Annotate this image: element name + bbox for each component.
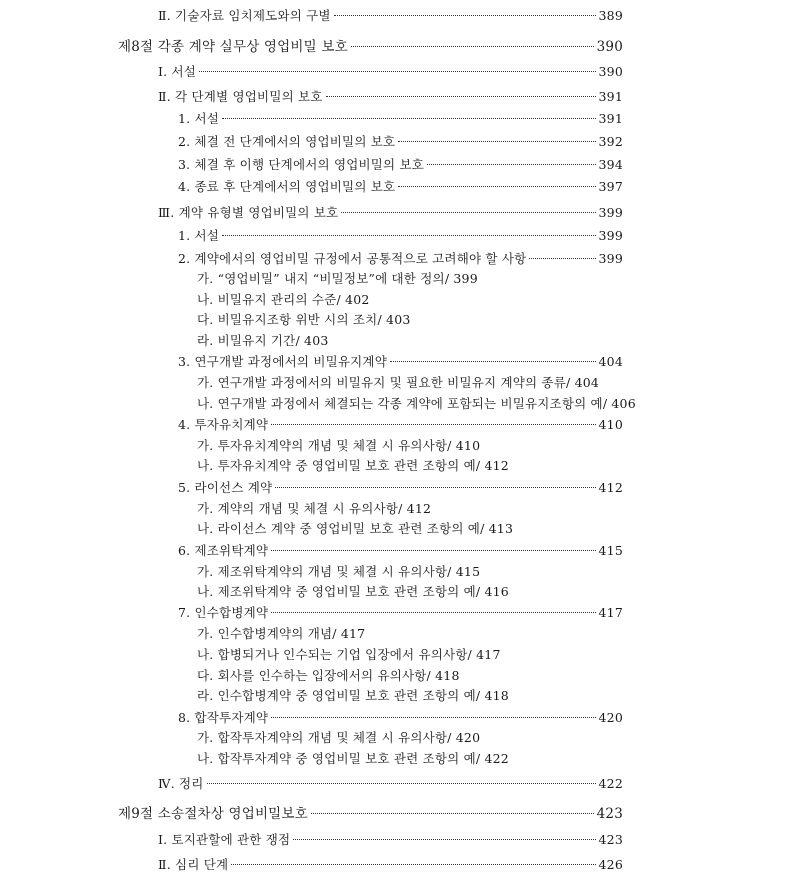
toc-entry-page: / 417 — [332, 626, 365, 642]
toc-entry-title: 다. 비밀유지조항 위반 시의 조치 — [197, 312, 378, 327]
toc-entry-title: 나. 투자유치계약 중 영업비밀 보호 관련 조항의 예 — [197, 458, 476, 473]
dot-leader — [398, 186, 595, 187]
toc-entry[interactable] — [178, 417, 623, 433]
toc-entry-title: 8. 합작투자계약 — [178, 710, 269, 725]
toc-entry-title: 나. 연구개발 과정에서 체결되는 각종 계약에 포함되는 비밀유지조항의 예 — [197, 396, 603, 411]
toc-entry-page: 410 — [598, 417, 623, 432]
toc-entry[interactable] — [178, 228, 623, 244]
toc-entry[interactable] — [178, 157, 623, 173]
toc-entry-title: 가. 계약의 개념 및 체결 시 유의사항 — [197, 501, 399, 516]
dot-leader — [390, 361, 596, 362]
toc-entry-title: Ⅱ. 심리 단계 — [158, 857, 229, 872]
toc-entry-page: / 412 — [398, 501, 431, 517]
toc-entry-title: 1. 서설 — [178, 111, 220, 126]
toc-sub-entry[interactable] — [197, 647, 501, 663]
toc-sub-entry[interactable] — [197, 688, 509, 704]
toc-sub-entry[interactable] — [197, 438, 480, 454]
dot-leader — [529, 258, 595, 259]
toc-entry-page: 404 — [598, 354, 623, 369]
toc-sub-entry[interactable] — [197, 564, 480, 580]
toc-entry-page: / 399 — [445, 271, 478, 287]
toc-entry-title: 5. 라이선스 계약 — [178, 480, 273, 495]
dot-leader — [275, 487, 595, 488]
dot-leader — [207, 783, 596, 784]
toc-entry-page: / 402 — [336, 292, 369, 308]
toc-entry[interactable] — [178, 179, 623, 195]
toc-entry-title: 가. 제조위탁계약의 개념 및 체결 시 유의사항 — [197, 564, 448, 579]
toc-entry-title: 3. 연구개발 과정에서의 비밀유지계약 — [178, 354, 387, 369]
toc-entry-page: / 416 — [476, 584, 509, 600]
toc-entry[interactable] — [178, 543, 623, 559]
dot-leader — [311, 813, 594, 814]
toc-entry-page: / 413 — [480, 521, 513, 537]
toc-entry-page: 415 — [598, 543, 623, 558]
toc-entry[interactable] — [178, 710, 623, 726]
toc-entry-page: / 422 — [476, 751, 509, 767]
toc-entry-page: 399 — [598, 251, 623, 266]
toc-entry-page: 390 — [598, 64, 623, 79]
toc-entry-page: 423 — [596, 806, 623, 822]
toc-entry-title: 가. 합작투자계약의 개념 및 체결 시 유의사항 — [197, 730, 448, 745]
toc-entry-title: 다. 회사를 인수하는 입장에서의 유의사항 — [197, 668, 427, 683]
toc-sub-entry[interactable] — [197, 521, 513, 537]
toc-entry-page: / 412 — [476, 458, 509, 474]
toc-sub-entry[interactable] — [197, 333, 329, 349]
toc-entry-title: 제8절 각종 계약 실무상 영업비밀 보호 — [118, 39, 348, 55]
toc-entry-title: Ⅲ. 계약 유형별 영업비밀의 보호 — [158, 205, 339, 220]
dot-leader — [271, 612, 595, 613]
toc-entry-page: 391 — [598, 89, 623, 104]
toc-entry-page: / 418 — [476, 688, 509, 704]
toc-entry-title: 라. 비밀유지 기간 — [197, 333, 296, 348]
toc-entry-title: 나. 제조위탁계약 중 영업비밀 보호 관련 조항의 예 — [197, 584, 476, 599]
toc-section-heading[interactable] — [118, 806, 623, 822]
toc-entry-page: 391 — [598, 111, 623, 126]
toc-sub-entry[interactable] — [197, 458, 509, 474]
toc-entry[interactable] — [178, 111, 623, 127]
toc-sub-entry[interactable] — [197, 584, 509, 600]
toc-entry-page: / 417 — [468, 647, 501, 663]
toc-entry-title: 7. 인수합병계약 — [178, 605, 269, 620]
toc-entry-title: Ⅱ. 기술자료 임치제도와의 구별 — [158, 8, 331, 23]
toc-entry-title: 가. 인수합병계약의 개념 — [197, 626, 333, 641]
dot-leader — [222, 235, 595, 236]
toc-entry[interactable] — [158, 64, 623, 80]
toc-entry-title: 나. 합병되거나 인수되는 기업 입장에서 유의사항 — [197, 647, 468, 662]
toc-entry-page: 420 — [598, 710, 623, 725]
toc-entry-page: 394 — [598, 157, 623, 172]
dot-leader — [427, 164, 595, 165]
toc-entry[interactable] — [158, 832, 623, 848]
toc-sub-entry[interactable] — [197, 730, 480, 746]
toc-entry-title: 나. 비밀유지 관리의 수준 — [197, 292, 337, 307]
toc-sub-entry[interactable] — [197, 751, 509, 767]
toc-entry[interactable] — [158, 205, 623, 221]
toc-entry[interactable] — [158, 857, 623, 873]
toc-entry-title: Ⅰ. 토지관할에 관한 쟁점 — [158, 832, 291, 847]
toc-entry[interactable] — [158, 8, 623, 24]
toc-entry-page: 426 — [598, 857, 623, 872]
toc-entry-title: 4. 투자유치계약 — [178, 417, 269, 432]
dot-leader — [293, 839, 595, 840]
dot-leader — [341, 212, 595, 213]
toc-entry[interactable] — [178, 480, 623, 496]
toc-entry-page: 412 — [598, 480, 623, 495]
toc-sub-entry[interactable] — [197, 312, 411, 328]
toc-entry-page: / 410 — [447, 438, 480, 454]
toc-entry-title: 라. 인수합병계약 중 영업비밀 보호 관련 조항의 예 — [197, 688, 476, 703]
toc-entry[interactable] — [158, 776, 623, 792]
dot-leader — [398, 141, 595, 142]
toc-entry-title: 2. 체결 전 단계에서의 영업비밀의 보호 — [178, 134, 396, 149]
dot-leader — [271, 717, 595, 718]
toc-entry-title: 제9절 소송절차상 영업비밀보호 — [118, 806, 308, 822]
toc-entry-title: 나. 라이선스 계약 중 영업비밀 보호 관련 조항의 예 — [197, 521, 481, 536]
dot-leader — [351, 46, 594, 47]
toc-entry-page: / 420 — [447, 730, 480, 746]
dot-leader — [334, 15, 596, 16]
toc-entry-title: 가. 연구개발 과정에서의 비밀유지 및 필요한 비밀유지 계약의 종류 — [197, 375, 566, 390]
toc-entry-page: 390 — [596, 39, 623, 55]
toc-entry-page: / 415 — [447, 564, 480, 580]
toc-entry-title: Ⅱ. 각 단계별 영업비밀의 보호 — [158, 89, 323, 104]
dot-leader — [231, 864, 595, 865]
toc-sub-entry[interactable] — [197, 626, 365, 642]
toc-entry-title: 3. 체결 후 이행 단계에서의 영업비밀의 보호 — [178, 157, 425, 172]
toc-entry-title: 가. 투자유치계약의 개념 및 체결 시 유의사항 — [197, 438, 448, 453]
toc-entry-page: 417 — [598, 605, 623, 620]
toc-entry-title: 가. “영업비밀” 내지 “비밀정보”에 대한 정의 — [197, 271, 445, 286]
toc-section-heading[interactable] — [118, 39, 623, 55]
toc-entry-title: Ⅰ. 서설 — [158, 64, 197, 79]
toc-sub-entry[interactable] — [197, 396, 636, 412]
toc-entry[interactable] — [158, 89, 623, 105]
toc-entry-title: 1. 서설 — [178, 228, 220, 243]
toc-sub-entry[interactable] — [197, 375, 599, 391]
dot-leader — [222, 118, 595, 119]
toc-entry-page: 399 — [598, 205, 623, 220]
toc-entry-title: 나. 합작투자계약 중 영업비밀 보호 관련 조항의 예 — [197, 751, 476, 766]
toc-sub-entry[interactable] — [197, 271, 478, 287]
toc-entry-page: / 404 — [566, 375, 599, 391]
toc-entry-page: 389 — [598, 8, 623, 23]
toc-entry-page: 397 — [598, 179, 623, 194]
toc-entry-page: / 403 — [377, 312, 410, 328]
dot-leader — [271, 424, 595, 425]
dot-leader — [199, 71, 595, 72]
toc-entry-page: 422 — [598, 776, 623, 791]
dot-leader — [326, 96, 596, 97]
toc-entry-page: 399 — [598, 228, 623, 243]
toc-sub-entry[interactable] — [197, 668, 460, 684]
toc-entry[interactable] — [178, 134, 623, 150]
toc-entry[interactable] — [178, 354, 623, 370]
toc-entry-page: 423 — [598, 832, 623, 847]
toc-sub-entry[interactable] — [197, 501, 431, 517]
toc-entry-title: 4. 종료 후 단계에서의 영업비밀의 보호 — [178, 179, 396, 194]
toc-entry-title: Ⅳ. 정리 — [158, 776, 204, 791]
toc-entry-title: 2. 계약에서의 영업비밀 규정에서 공통적으로 고려해야 할 사항 — [178, 251, 527, 266]
toc-entry-page: / 418 — [427, 668, 460, 684]
toc-entry-page: / 406 — [603, 396, 636, 412]
toc-entry-title: 6. 제조위탁계약 — [178, 543, 269, 558]
toc-sub-entry[interactable] — [197, 292, 370, 308]
toc-entry-page: / 403 — [295, 333, 328, 349]
toc-entry[interactable] — [178, 605, 623, 621]
toc-entry-page: 392 — [598, 134, 623, 149]
toc-entry[interactable] — [178, 251, 623, 267]
dot-leader — [271, 550, 595, 551]
